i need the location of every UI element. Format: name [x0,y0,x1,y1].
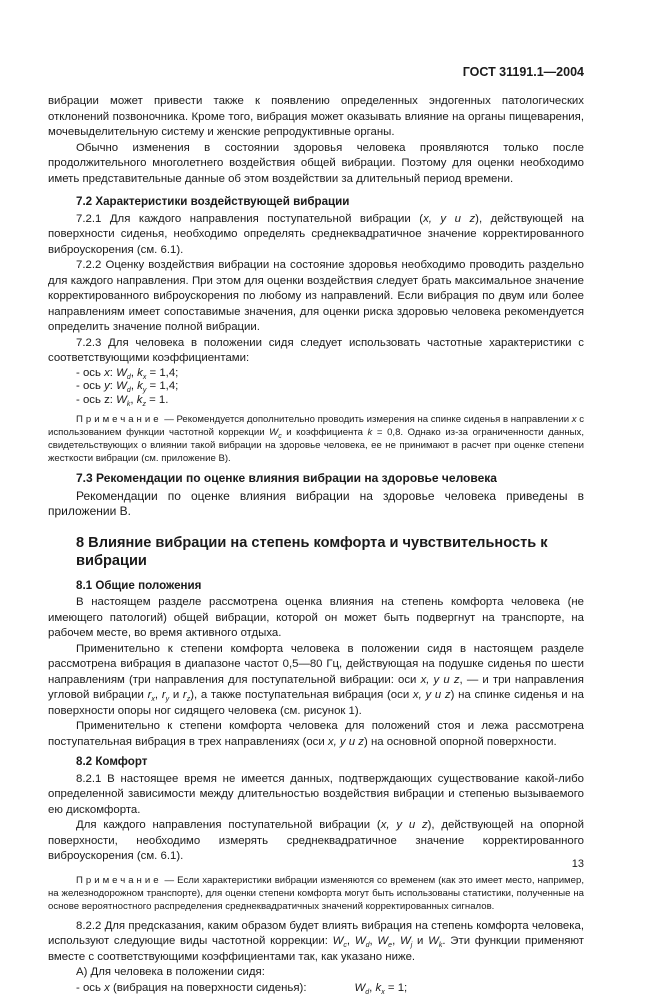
section-heading-8-1: 8.1 Общие положения [76,578,584,594]
paragraph-7-2-3: 7.2.3 Для человека в положении сидя следует использовать частотные характеристики с соответствующими коэффициентами: [48,336,584,367]
note-7-2: Примечание — Рекомендуется дополнительно проводить измерения на спинке сиденья в направлении x с использованием функции частотной коррекции $W_c$ и коэффициента k = 0,8. Однако из-за ограниченности данных, свидетельствующих о влиянии такой вибрации на здоровье человека, ее не принимают в расчет при оценке степени жесткости вибрации (см. приложение В). [48,413,584,465]
document-body [48,94,584,996]
paragraph-8-1-1: В настоящем разделе рассмотрена оценка влияния на степень комфорта человека (не имеющего патологий) общей вибрации, которой он может быть подвергнут на транспорте, на рабочем месте, во время активного отдыха. [48,595,584,642]
note-8-2: Примечание — Если характеристики вибрации изменяются со временем (как это имеет место, например, на железнодорожном транспорте), для оценки степени комфорта могут быть использованы статистики, полученные на основе вероятностного распределения среднеквадратичных значений корректированных сигналов. [48,874,584,913]
section-heading-8: 8 Влияние вибрации на степень комфорта и чувствительность к вибрации [76,534,584,570]
list-item-axis-y: - ось y: $W_d$, $k_y = 1,4$; [48,380,584,394]
paragraph-8-2-2: 8.2.2 Для предсказания, каким образом будет влиять вибрация на степень комфорта человека, используют следующие виды частотной коррекции: $W_c$, $W_d$, $W_e$, $W_j$ и $W_k$. Эти функции применяют вместе с соответствующими коэффициентами так, как указано ниже. [48,919,584,966]
paragraph-8-2-1: 8.2.1 В настоящее время не имеется данных, подтверждающих существование какой-либо определенной зависимости между длительностью воздействия вибрации и степенью вызываемого ею дискомфорта. [48,772,584,819]
section-heading-8-2: 8.2 Комфорт [76,754,584,770]
section-heading-7-2: 7.2 Характеристики воздействующей вибрации [76,194,584,210]
paragraph-8-1-2: Применительно к степени комфорта человека в положении сидя в настоящем разделе рассмотрена вибрация в диапазоне частот 0,5—80 Гц, действующая на подушке сиденья по шести направлениям (три направления для поступательной вибрации: оси x, y и z, — и три направления угловой вибрации $r_x$, $r_y$ и $r_z$), а также поступательная вибрация (оси x, y и z) на спинке сиденья и на поверхности опоры ног сидящего человека (см. рисунок 1). [48,642,584,720]
paragraph-intro-2: Обычно изменения в состоянии здоровья человека проявляются только после продолжительного многолетнего воздействия общей вибрации. Поэтому для оценки необходимо иметь представительные данные об этом воздействии за длительный период времени. [48,141,584,188]
paragraph-7-3: Рекомендации по оценке влияния вибрации на здоровье человека приведены в приложении В. [48,489,584,520]
document-header-id: ГОСТ 31191.1—2004 [463,65,584,79]
paragraph-8-2-1b: Для каждого направления поступательной вибрации (x, y и z), действующей на опорной поверхности, необходимо измерять среднеквадратичное значение корректированного виброускорения (см. 6.1). [48,818,584,865]
list-item-seated-axis-x: - ось x (вибрация на поверхности сиденья): $W_d$, $k_x = 1$; [48,981,584,996]
page-number: 13 [572,858,584,870]
list-item-axis-z: - ось z: $W_k$, $k_z = 1$. [48,394,584,408]
paragraph-intro-1: вибрации может привести также к появлению определенных эндогенных патологических отклонений позвоночника. Кроме того, вибрация может оказывать влияние на органы пищеварения, мочевыделительную систему и женские репродуктивные органы. [48,94,584,141]
section-heading-7-3: 7.3 Рекомендации по оценке влияния вибрации на здоровье человека [76,471,584,487]
paragraph-7-2-2: 7.2.2 Оценку воздействия вибрации на состояние здоровья необходимо проводить раздельно для каждого направления. При этом для оценки воздействия следует брать максимальное значение корректированного виброускорения по любому из направлений. Если вибрация по двум или более направлениям имеет сопоставимые значения, для оценки риска здоровью человека рекомендуется определить значение полной вибрации. [48,258,584,336]
list-item-axis-x: - ось x: $W_d$, $k_x = 1,4$; [48,367,584,381]
list-item-seated: А) Для человека в положении сидя: [48,965,584,981]
paragraph-7-2-1: 7.2.1 Для каждого направления поступательной вибрации (x, y и z), действующей на поверхности сиденья, необходимо определять среднеквадратичное значение корректированного виброускорения (см. 6.1). [48,212,584,259]
paragraph-8-1-3: Применительно к степени комфорта человека для положений стоя и лежа рассмотрена поступательная вибрация в трех направлениях (оси x, y и z) на основной опорной поверхности. [48,719,584,750]
